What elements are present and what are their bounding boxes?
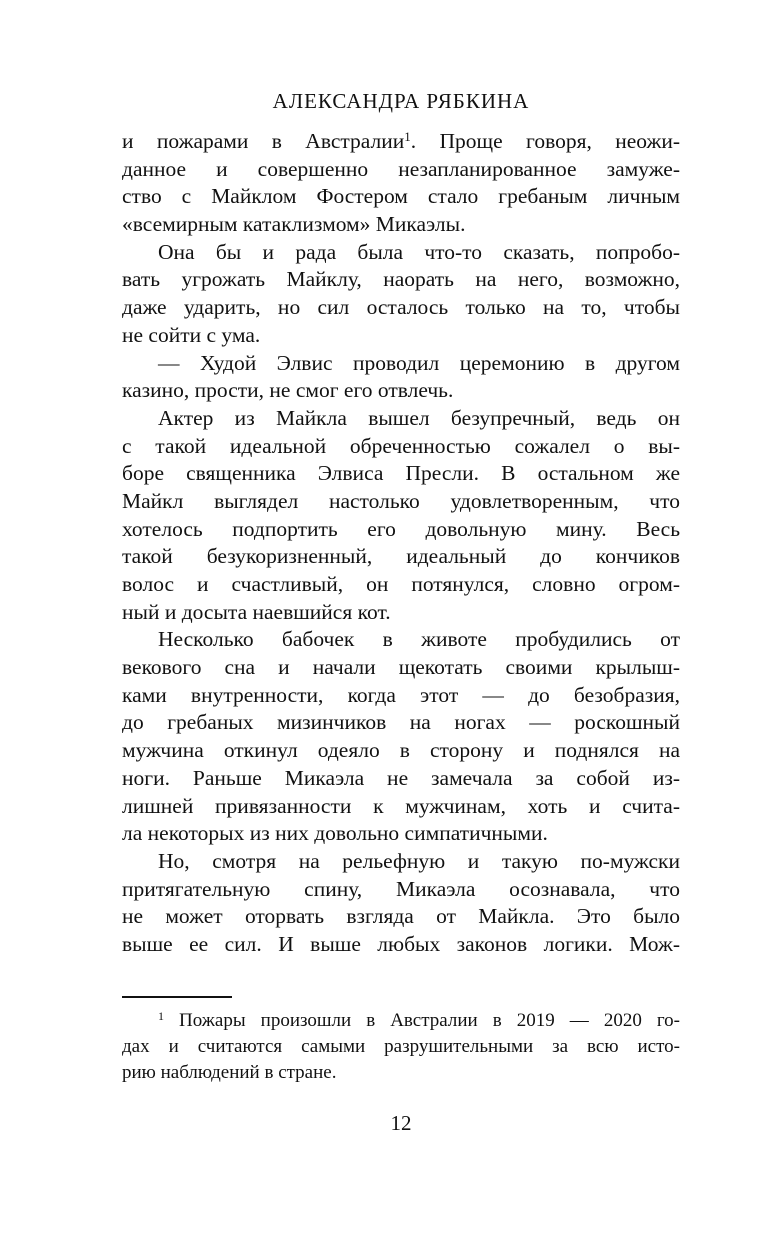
text-line-4: «всемирным катаклизмом» Микаэлы. (122, 212, 466, 237)
text-line-8: не сойти с ума. (122, 322, 261, 347)
text-line-2: данное и совершенно незапланированное замуже- (122, 156, 680, 181)
running-header-author: АЛЕКСАНДРА РЯБКИНА (272, 89, 530, 113)
text-line-21: ками внутренности, когда этот — до безобразия, (122, 682, 680, 707)
text-line-17: волос и счастливый, он потянулся, словно огром- (122, 572, 680, 596)
text-line-1-end: . Проще говоря, неожи- (410, 129, 680, 153)
footnote-line-2: дах и считаются самыми разрушительными за всю исто- (122, 1036, 680, 1057)
text-line-23: мужчина откинул одеяло в сторону и поднялся на (122, 738, 680, 763)
footnote-divider (122, 996, 232, 998)
text-line-3: ство с Майклом Фостером стало гребаным личным (122, 184, 680, 209)
text-line-7: даже ударить, но сил осталось только на то, чтобы (122, 295, 680, 320)
page-number: 12 (390, 1111, 412, 1135)
text-line-1 (122, 128, 680, 156)
text-line-28: притягательную спину, Микаэла осознавала, что (122, 876, 680, 901)
footnote-line-1 (122, 1008, 680, 1034)
text-line-30: выше ее сил. И выше любых законов логики. Мож- (122, 931, 680, 956)
text-line-19: Несколько бабочек в животе пробудились от (158, 627, 680, 652)
text-line-13: боре священника Элвиса Пресли. В остальном же (122, 461, 680, 486)
text-line-25: лишней привязанности к мужчинам, хоть и счита- (122, 793, 680, 818)
text-line-24: ноги. Раньше Микаэла не замечала за собой из- (122, 765, 680, 790)
text-line-15: хотелось подпортить его довольную мину. Весь (122, 516, 680, 541)
text-line-12: с такой идеальной обреченностью сожалел о вы- (122, 433, 680, 458)
text-line-18: ный и досыта наевшийся кот. (122, 599, 391, 624)
text-line-16: такой безукоризненный, идеальный до кончиков (122, 544, 680, 569)
footnote-line-1-text: Пожары произошли в Австралии в 2019 — 2020 го- (164, 1010, 680, 1031)
text-line-10: казино, прости, не смог его отвлечь. (122, 378, 454, 403)
text-line-22: до гребаных мизинчиков на ногах — роскошный (122, 710, 680, 735)
text-line-11: Актер из Майкла вышел безупречный, ведь он (158, 405, 680, 430)
text-line-26: ла некоторых из них довольно симпатичными. (122, 821, 548, 846)
text-line-5: Она бы и рада была что-то сказать, попробо- (158, 239, 680, 264)
text-line-6: вать угрожать Майклу, наорать на него, возможно, (122, 267, 680, 292)
footnote-marker: 1 (158, 1009, 164, 1023)
book-page (122, 0, 680, 1240)
footnote (122, 1008, 680, 1086)
text-line-27: Но, смотря на рельефную и такую по-мужски (158, 848, 680, 873)
text-line-29: не может оторвать взгляда от Майкла. Это было (122, 904, 680, 929)
text-line-20: векового сна и начали щекотать своими крылыш- (122, 655, 680, 680)
footnote-reference[interactable]: 1 (404, 129, 411, 144)
text-line-9: — Худой Элвис проводил церемонию в другом (158, 350, 680, 375)
text-line-1-start: и пожарами в Австралии (122, 129, 405, 153)
text-line-14: Майкл выглядел настолько удовлетворенным, что (122, 488, 680, 513)
body-text (122, 128, 680, 959)
footnote-line-3: рию наблюдений в стране. (122, 1062, 337, 1083)
